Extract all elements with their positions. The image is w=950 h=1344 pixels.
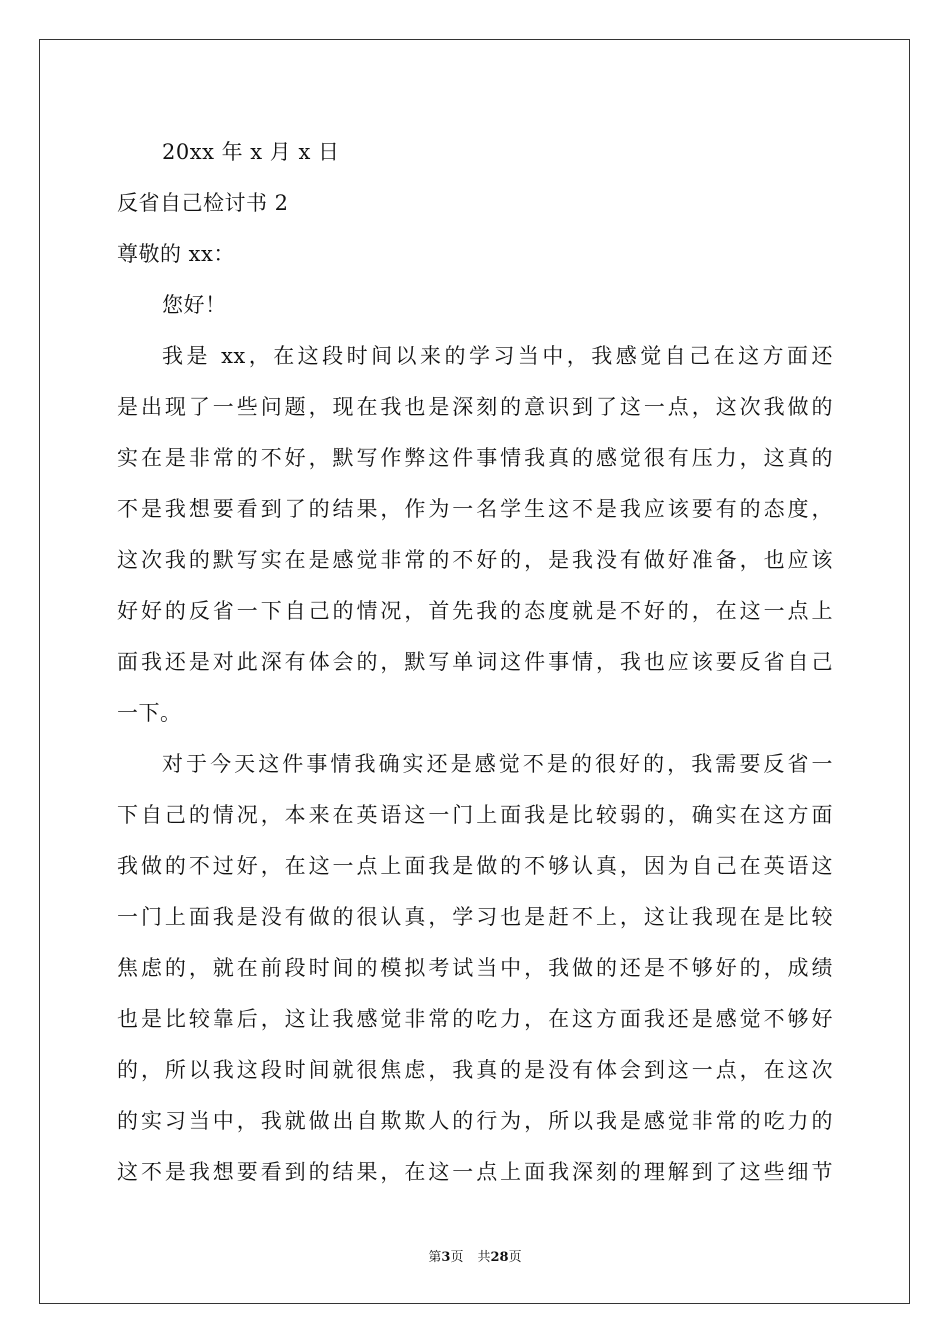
page-footer [0, 1246, 950, 1265]
paragraph-line: 不是我想要看到了的结果，作为一名学生这不是我应该要有的态度， [117, 497, 833, 521]
page-number: 3 [441, 1250, 451, 1265]
total-pages: 28 [490, 1250, 509, 1265]
paragraph-1 [117, 331, 833, 739]
paragraph-line: 一门上面我是没有做的很认真，学习也是赶不上，这让我现在是比较 [117, 905, 833, 929]
page-suffix: 页 [450, 1250, 464, 1265]
paragraph-line: 是出现了一些问题，现在我也是深刻的意识到了这一点，这次我做的 [117, 395, 833, 419]
paragraph-line: 这不是我想要看到的结果，在这一点上面我深刻的理解到了这些细节 [117, 1160, 833, 1184]
date-line: 20xx 年 x 月 x 日 [162, 140, 340, 164]
paragraph-line: 实在是非常的不好，默写作弊这件事情我真的感觉很有压力，这真的 [117, 446, 833, 470]
paragraph-line: 的，所以我这段时间就很焦虑，我真的是没有体会到这一点，在这次 [117, 1058, 833, 1082]
paragraph-line: 我做的不过好，在这一点上面我是做的不够认真，因为自己在英语这 [117, 854, 833, 878]
total-prefix: 共 [477, 1250, 491, 1265]
document-body [117, 127, 833, 1198]
greeting: 您好！ [162, 293, 227, 317]
document-title: 反省自己检讨书 2 [117, 191, 289, 215]
paragraph-line: 这次我的默写实在是感觉非常的不好的，是我没有做好准备，也应该 [117, 548, 833, 572]
total-suffix: 页 [508, 1250, 522, 1265]
paragraph-line: 我是 xx，在这段时间以来的学习当中，我感觉自己在这方面还 [162, 344, 833, 368]
paragraph-line: 焦虑的，就在前段时间的模拟考试当中，我做的还是不够好的，成绩 [117, 956, 833, 980]
paragraph-line: 也是比较靠后，这让我感觉非常的吃力，在这方面我还是感觉不够好 [117, 1007, 833, 1031]
paragraph-line: 好好的反省一下自己的情况，首先我的态度就是不好的，在这一点上 [117, 599, 833, 623]
paragraph-line: 一下。 [117, 701, 182, 725]
paragraph-line: 面我还是对此深有体会的，默写单词这件事情，我也应该要反省自己 [117, 650, 833, 674]
paragraph-line: 对于今天这件事情我确实还是感觉不是的很好的，我需要反省一 [162, 752, 833, 776]
paragraph-line: 下自己的情况，本来在英语这一门上面我是比较弱的，确实在这方面 [117, 803, 833, 827]
page-prefix: 第 [428, 1250, 442, 1265]
paragraph-2 [117, 739, 833, 1198]
paragraph-line: 的实习当中，我就做出自欺欺人的行为，所以我是感觉非常的吃力的 [117, 1109, 833, 1133]
salutation: 尊敬的 xx： [117, 242, 235, 266]
